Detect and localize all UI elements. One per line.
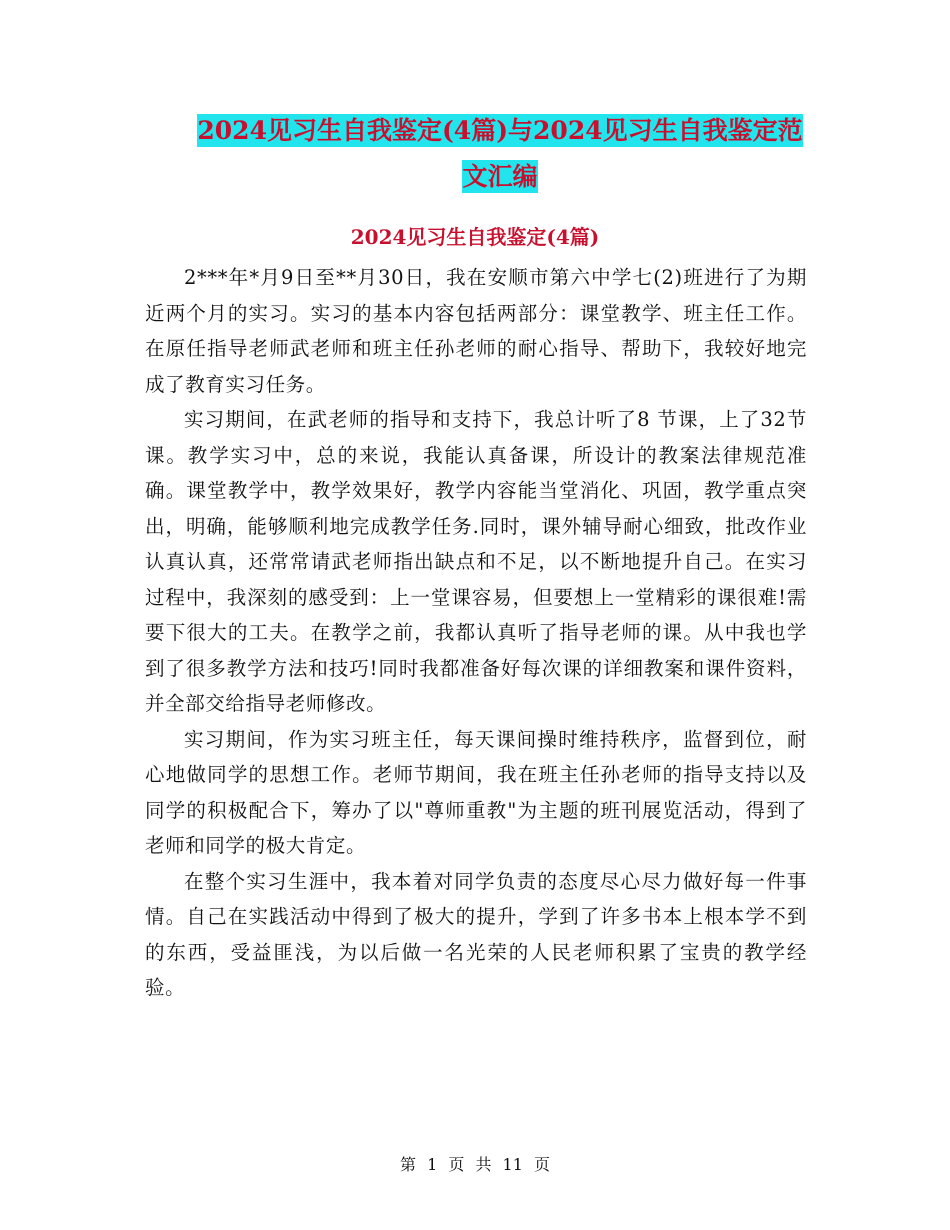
paragraph-3: 实习期间，作为实习班主任，每天课间操时维持秩序，监督到位，耐心地做同学的思想工作。老师节期间，我在班主任孙老师的指导支持以及同学的积极配合下，筹办了以"尊师重教"为主题的班刊展览活动，得到了老师和同学的极大肯定。 <box>145 727 807 857</box>
paragraph-2: 实习期间，在武老师的指导和支持下，我总计听了8 节课，上了32节课。教学实习中，总的来说，我能认真备课，所设计的教案法律规范准确。课堂教学中，教学效果好，教学内容能当堂消化、巩固，教学重点突出，明确，能够顺利地完成教学任务.同时，课外辅导耐心细致，批改作业认真认真，还常常请武老师指出缺点和不足，以不断地提升自己。在实习过程中，我深刻的感受到：上一堂课容易，但要想上一堂精彩的课很难!需要下很大的工夫。在教学之前，我都认真听了指导老师的课。从中我也学到了很多教学方法和技巧!同时我都准备好每次课的详细教案和课件资料，并全部交给指导老师修改。 <box>145 408 807 715</box>
paragraph-4: 在整个实习生涯中，我本着对同学负责的态度尽心尽力做好每一件事情。自己在实践活动中得到了极大的提升，学到了许多书本上根本学不到的东西，受益匪浅，为以后做一名光荣的人民老师积累了宝贵的教学经验。 <box>145 869 807 999</box>
page-number-footer: 第 1 页 共 11 页 <box>400 1155 550 1174</box>
document-title-line-1: 2024见习生自我鉴定(4篇)与2024见习生自我鉴定范 <box>197 116 803 145</box>
paragraph-1: 2***年*月9日至**月30日，我在安顺市第六中学七(2)班进行了为期近两个月的实习。实习的基本内容包括两部分：课堂教学、班主任工作。在原任指导老师武老师和班主任孙老师的耐心指导、帮助下，我较好地完成了教育实习任务。 <box>145 266 807 396</box>
section-title: 2024见习生自我鉴定(4篇) <box>350 225 600 249</box>
document-title-line-2: 文汇编 <box>462 162 538 191</box>
document-body <box>145 260 807 1006</box>
document-title <box>140 108 860 200</box>
